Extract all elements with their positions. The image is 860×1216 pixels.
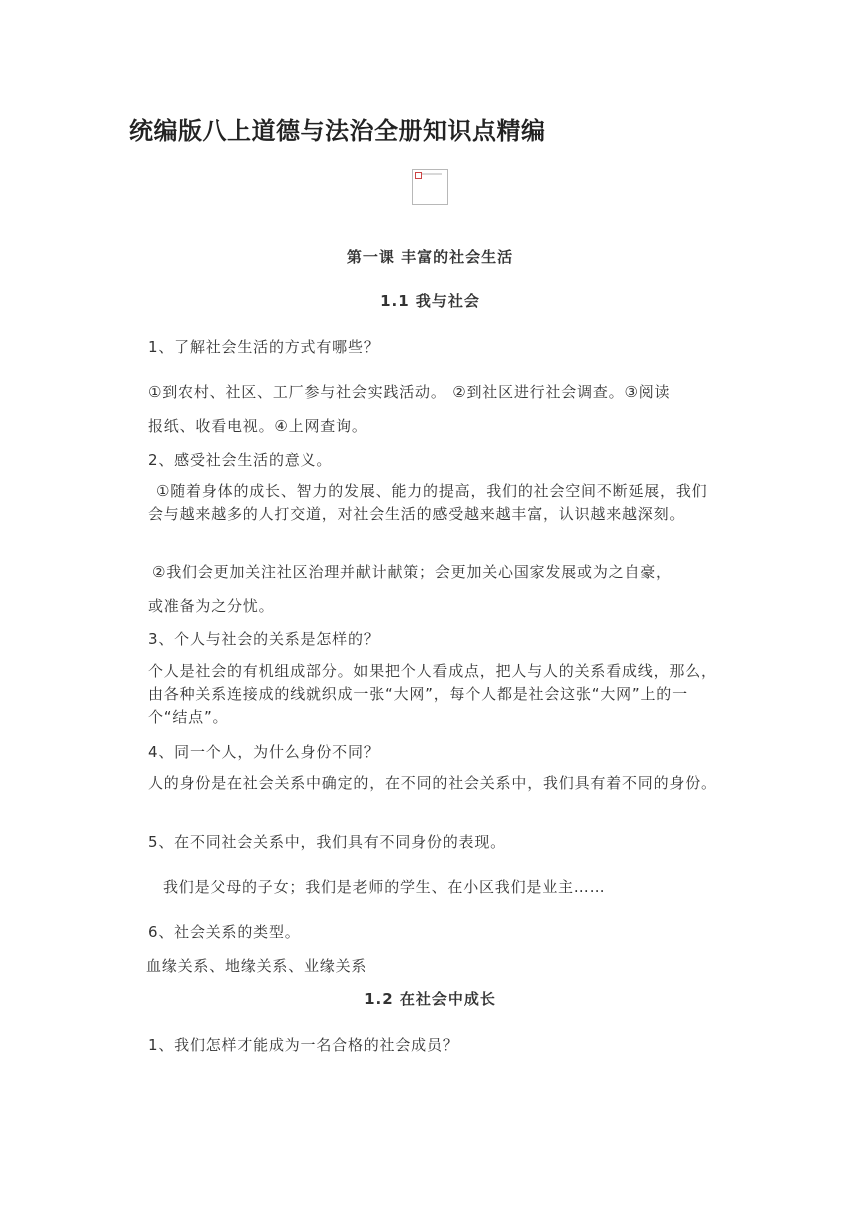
question-3: 3、个人与社会的关系是怎样的？ [148, 630, 380, 648]
document-title: 统编版八上道德与法治全册知识点精编 [129, 117, 546, 145]
lesson-title: 第一课 丰富的社会生活 [346, 248, 514, 266]
answer-5: 我们是父母的子女；我们是老师的学生、在小区我们是业主…… [163, 878, 606, 896]
answer-1-line-2: 报纸、收看电视。④上网查询。 [148, 417, 368, 435]
question-2: 2、感受社会生活的意义。 [148, 451, 333, 469]
answer-2-paragraph-2-line-1: ②我们会更加关注社区治理并献计献策；会更加关心国家发展或为之自豪， [152, 563, 672, 581]
question-5: 5、在不同社会关系中，我们具有不同身份的表现。 [148, 833, 506, 851]
broken-image-icon [415, 172, 422, 179]
section-2-question-1: 1、我们怎样才能成为一名合格的社会成员？ [148, 1036, 459, 1054]
question-1: 1、了解社会生活的方式有哪些？ [148, 338, 380, 356]
answer-6: 血缘关系、地缘关系、业缘关系 [146, 957, 368, 975]
section-heading-1-2: 1.2 在社会中成长 [364, 990, 496, 1008]
question-6: 6、社会关系的类型。 [148, 923, 301, 941]
answer-2-paragraph-1: ①随着身体的成长、智力的发展、能力的提高，我们的社会空间不断延展，我们会与越来越多的人打交道，对社会生活的感受越来越丰富，认识越来越深刻。 [148, 482, 708, 523]
answer-2-paragraph-2-line-2: 或准备为之分忧。 [148, 597, 275, 615]
answer-4: 人的身份是在社会关系中确定的，在不同的社会关系中，我们具有着不同的身份。 [148, 774, 717, 792]
question-4: 4、同一个人，为什么身份不同？ [148, 743, 380, 761]
answer-1-line-1: ①到农村、社区、工厂参与社会实践活动。 ②到社区进行社会调查。③阅读 [148, 383, 671, 401]
section-heading-1-1: 1.1 我与社会 [380, 292, 480, 310]
answer-3: 个人是社会的有机组成部分。如果把个人看成点，把人与人的关系看成线，那么，由各种关系连接成的线就织成一张“大网”，每个人都是社会这张“大网”上的一个“结点”。 [148, 662, 717, 726]
embedded-image-placeholder [412, 169, 448, 205]
